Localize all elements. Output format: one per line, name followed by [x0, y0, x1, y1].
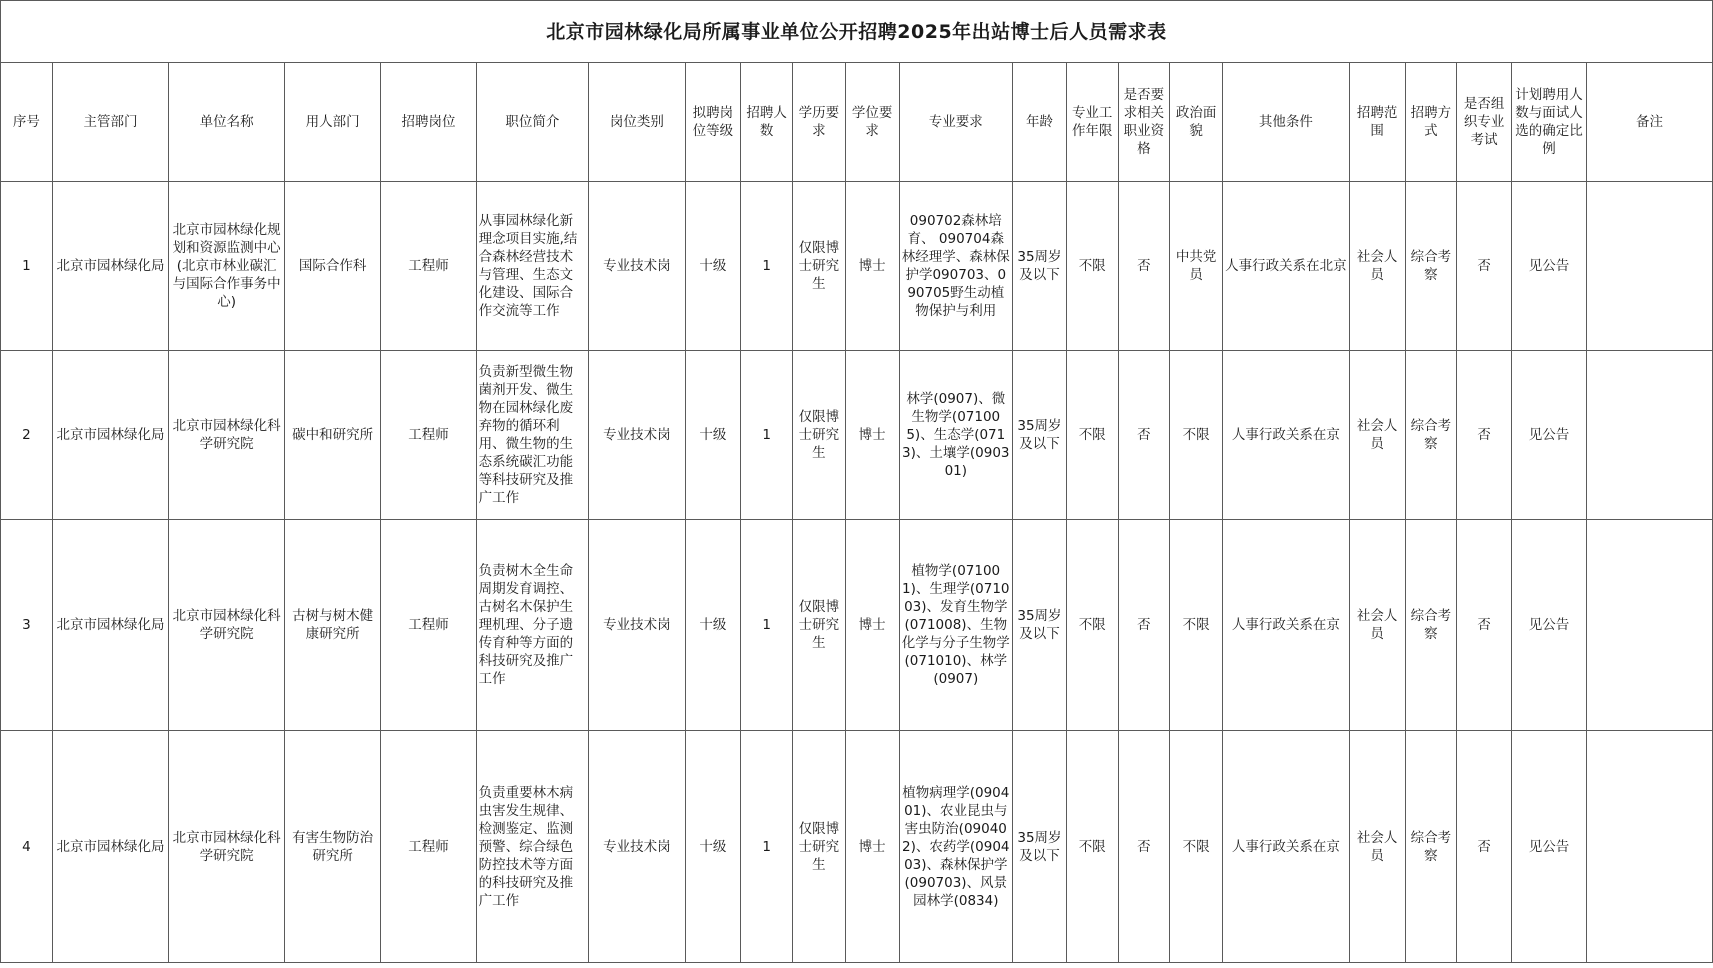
table-cell: 北京市园林绿化局: [52, 731, 169, 963]
table-cell: 博士: [845, 520, 899, 731]
column-header: 招聘岗位: [381, 63, 476, 182]
table-cell: 否: [1118, 182, 1170, 351]
table-cell: 4: [1, 731, 53, 963]
table-cell: 北京市园林绿化规划和资源监测中心(北京市林业碳汇与国际合作事务中心): [169, 182, 285, 351]
table-row: [1, 182, 1713, 351]
table-cell: 综合考察: [1405, 731, 1457, 963]
column-header: 是否要求相关职业资格: [1118, 63, 1170, 182]
table-cell: 北京市园林绿化局: [52, 520, 169, 731]
table-cell: 仅限博士研究生: [793, 182, 846, 351]
table-cell: 专业技术岗: [589, 520, 685, 731]
table-cell: 植物学(071001)、生理学(071003)、发育生物学(071008)、生物化学与分子生物学(071010)、林学(0907): [899, 520, 1013, 731]
table-cell: 综合考察: [1405, 351, 1457, 520]
table-cell: 1: [741, 520, 793, 731]
table-cell: 专业技术岗: [589, 731, 685, 963]
table-cell: 35周岁及以下: [1013, 351, 1067, 520]
column-header: 拟聘岗位等级: [685, 63, 741, 182]
column-header: 序号: [1, 63, 53, 182]
table-cell: 博士: [845, 351, 899, 520]
table-cell: 仅限博士研究生: [793, 351, 846, 520]
table-row: [1, 731, 1713, 963]
table-row: [1, 351, 1713, 520]
table-cell: [1587, 520, 1713, 731]
table-cell: 负责新型微生物菌剂开发、微生物在园林绿化废弃物的循环利用、微生物的生态系统碳汇功能等科技研究及推广工作: [476, 351, 589, 520]
table-cell: 人事行政关系在京: [1223, 351, 1350, 520]
table-cell: 人事行政关系在北京: [1223, 182, 1350, 351]
column-header: 是否组织专业考试: [1457, 63, 1512, 182]
table-cell: 社会人员: [1349, 351, 1405, 520]
table-cell: 社会人员: [1349, 520, 1405, 731]
table-cell: 35周岁及以下: [1013, 182, 1067, 351]
table-cell: 不限: [1170, 351, 1223, 520]
table-row: [1, 520, 1713, 731]
table-cell: 北京市园林绿化科学研究院: [169, 351, 285, 520]
column-header: 专业工作年限: [1066, 63, 1118, 182]
table-cell: 人事行政关系在京: [1223, 520, 1350, 731]
table-cell: 见公告: [1512, 520, 1587, 731]
column-header: 学历要求: [793, 63, 846, 182]
table-cell: 十级: [685, 520, 741, 731]
table-cell: 十级: [685, 731, 741, 963]
table-cell: 不限: [1066, 351, 1118, 520]
table-cell: 从事园林绿化新理念项目实施,结合森林经营技术与管理、生态文化建设、国际合作交流等工作: [476, 182, 589, 351]
table-cell: 仅限博士研究生: [793, 731, 846, 963]
table-cell: 植物病理学(090401)、农业昆虫与害虫防治(090402)、农药学(090403)、森林保护学(090703)、风景园林学(0834): [899, 731, 1013, 963]
table-cell: 北京市园林绿化局: [52, 182, 169, 351]
column-header: 招聘范围: [1349, 63, 1405, 182]
table-cell: 不限: [1066, 182, 1118, 351]
table-cell: 2: [1, 351, 53, 520]
header-row: [1, 63, 1713, 182]
table-cell: 不限: [1066, 731, 1118, 963]
table-cell: 林学(0907)、微生物学(071005)、生态学(0713)、土壤学(090301): [899, 351, 1013, 520]
table-cell: 社会人员: [1349, 731, 1405, 963]
table-cell: 1: [741, 182, 793, 351]
column-header: 计划聘用人数与面试人选的确定比例: [1512, 63, 1587, 182]
table-cell: 博士: [845, 731, 899, 963]
table-cell: 不限: [1066, 520, 1118, 731]
table-cell: 工程师: [381, 520, 476, 731]
column-header: 招聘人数: [741, 63, 793, 182]
table-cell: 碳中和研究所: [284, 351, 380, 520]
table-cell: [1587, 731, 1713, 963]
column-header: 主管部门: [52, 63, 169, 182]
table-cell: 十级: [685, 351, 741, 520]
table-cell: 不限: [1170, 520, 1223, 731]
table-cell: 否: [1457, 731, 1512, 963]
table-cell: 中共党员: [1170, 182, 1223, 351]
column-header: 其他条件: [1223, 63, 1350, 182]
table-cell: 见公告: [1512, 731, 1587, 963]
column-header: 用人部门: [284, 63, 380, 182]
table-cell: 35周岁及以下: [1013, 731, 1067, 963]
table-cell: 1: [741, 731, 793, 963]
title-row: [1, 1, 1713, 63]
table-cell: 否: [1118, 351, 1170, 520]
table-cell: 090702森林培育、 090704森林经理学、森林保护学090703、090705野生动植物保护与利用: [899, 182, 1013, 351]
table-cell: 见公告: [1512, 182, 1587, 351]
table-cell: 否: [1457, 351, 1512, 520]
table-cell: 1: [1, 182, 53, 351]
column-header: 年龄: [1013, 63, 1067, 182]
table-cell: 十级: [685, 182, 741, 351]
table-cell: 否: [1118, 731, 1170, 963]
table-cell: 3: [1, 520, 53, 731]
table-cell: 国际合作科: [284, 182, 380, 351]
table-cell: 工程师: [381, 731, 476, 963]
column-header: 岗位类别: [589, 63, 685, 182]
column-header: 专业要求: [899, 63, 1013, 182]
table-cell: 否: [1457, 182, 1512, 351]
table-cell: 综合考察: [1405, 182, 1457, 351]
table-cell: 否: [1118, 520, 1170, 731]
page-title: 北京市园林绿化局所属事业单位公开招聘2025年出站博士后人员需求表: [1, 1, 1713, 63]
column-header: 单位名称: [169, 63, 285, 182]
table-cell: 不限: [1170, 731, 1223, 963]
table-cell: 北京市园林绿化科学研究院: [169, 731, 285, 963]
table-cell: 有害生物防治研究所: [284, 731, 380, 963]
table-cell: 工程师: [381, 351, 476, 520]
table-cell: 工程师: [381, 182, 476, 351]
table-cell: 1: [741, 351, 793, 520]
table-cell: [1587, 182, 1713, 351]
table-cell: 见公告: [1512, 351, 1587, 520]
column-header: 招聘方式: [1405, 63, 1457, 182]
column-header: 学位要求: [845, 63, 899, 182]
table-cell: 负责树木全生命周期发育调控、古树名木保护生理机理、分子遗传育种等方面的科技研究及推广工作: [476, 520, 589, 731]
table-cell: 否: [1457, 520, 1512, 731]
table-cell: [1587, 351, 1713, 520]
table-cell: 综合考察: [1405, 520, 1457, 731]
table-cell: 人事行政关系在京: [1223, 731, 1350, 963]
table-cell: 专业技术岗: [589, 182, 685, 351]
table-cell: 博士: [845, 182, 899, 351]
table-cell: 北京市园林绿化科学研究院: [169, 520, 285, 731]
table-cell: 专业技术岗: [589, 351, 685, 520]
table-cell: 仅限博士研究生: [793, 520, 846, 731]
column-header: 备注: [1587, 63, 1713, 182]
table-cell: 古树与树木健康研究所: [284, 520, 380, 731]
table-cell: 北京市园林绿化局: [52, 351, 169, 520]
column-header: 政治面貌: [1170, 63, 1223, 182]
column-header: 职位简介: [476, 63, 589, 182]
table-cell: 负责重要林木病虫害发生规律、检测鉴定、监测预警、综合绿色防控技术等方面的科技研究及推广工作: [476, 731, 589, 963]
table-cell: 社会人员: [1349, 182, 1405, 351]
table-cell: 35周岁及以下: [1013, 520, 1067, 731]
